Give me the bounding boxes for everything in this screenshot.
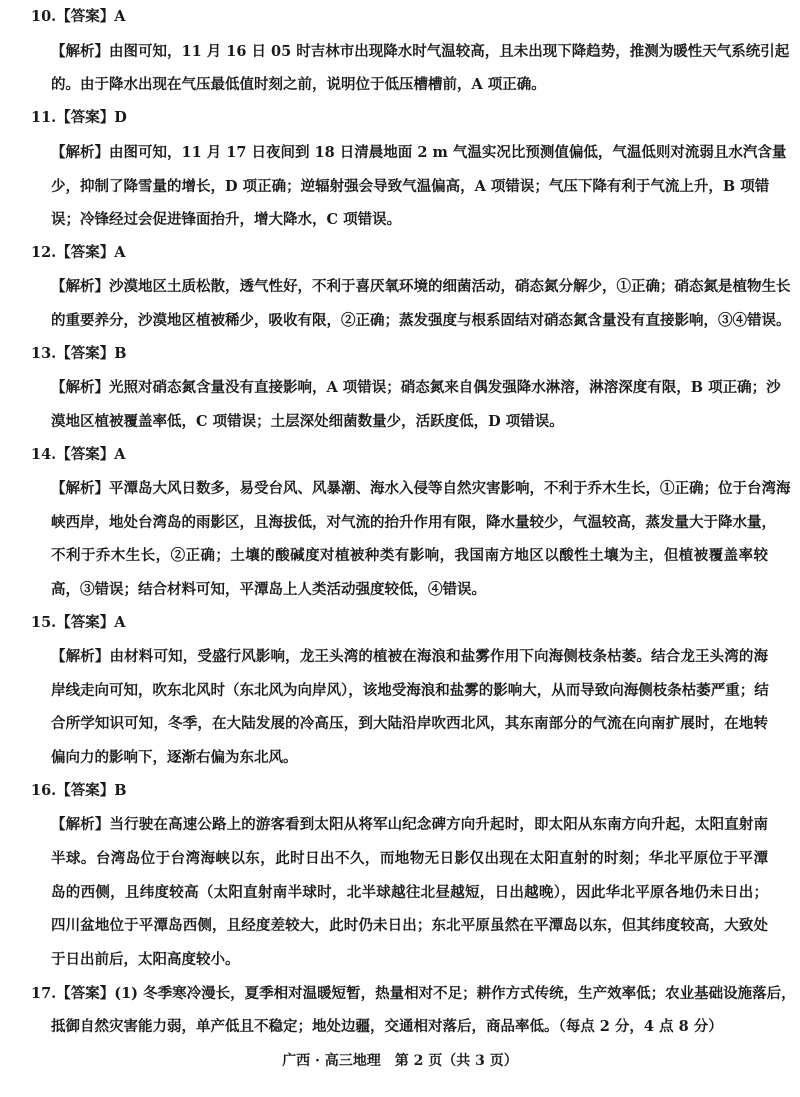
explanation-line: 【解析】平潭岛大风日数多，易受台风、风暴潮、海水入侵等自然灾害影响，不利于乔木生长，①正确；位于台湾海 bbox=[51, 480, 791, 497]
explanation-line: 【解析】由图可知，11 月 17 日夜间到 18 日清晨地面 2 m 气温实况比预测值偏低，气温低则对流弱且水汽含量 bbox=[51, 144, 787, 161]
explanation-line: 漠地区植被覆盖率低，C 项错误；土层深处细菌数量少，活跃度低，D 项错误。 bbox=[51, 413, 564, 430]
explanation-line: 【解析】由图可知，11 月 16 日 05 时吉林市出现降水时气温较高，且未出现下降趋势，推测为暖性天气系统引起 bbox=[51, 43, 790, 60]
explanation-line: 【解析】由材料可知，受盛行风影响，龙王头湾的植被在海浪和盐雾作用下向海侧枝条枯萎。结合龙王头湾的海 bbox=[51, 648, 768, 665]
explanation-line: 岸线走向可知，吹东北风时（东北风为向岸风），该地受海浪和盐雾的影响大，从而导致向海侧枝条枯萎严重；结 bbox=[51, 682, 769, 699]
answer-line: 16.【答案】B bbox=[31, 782, 127, 799]
answer-line: 13.【答案】B bbox=[31, 345, 127, 362]
explanation-line: 于日出前后，太阳高度较小。 bbox=[51, 951, 240, 968]
explanation-line: 偏向力的影响下，逐渐右偏为东北风。 bbox=[51, 749, 298, 766]
explanation-line: 【解析】当行驶在高速公路上的游客看到太阳从将军山纪念碑方向升起时，即太阳从东南方向升起，太阳直射南 bbox=[51, 816, 768, 833]
explanation-line: 岛的西侧，且纬度较高（太阳直射南半球时，北半球越往北昼越短，日出越晚），因此华北平原各地仍未日出； bbox=[51, 884, 768, 901]
explanation-line: 峡西岸，地处台湾岛的雨影区，且海拔低，对气流的抬升作用有限，降水量较少，气温较高，蒸发量大于降水量， bbox=[51, 514, 776, 531]
answer-line: 11.【答案】D bbox=[31, 109, 127, 126]
explanation-line: 高，③错误；结合材料可知，平潭岛上人类活动强度较低，④错误。 bbox=[51, 581, 486, 598]
answer-line: 17.【答案】(1) 冬季寒冷漫长，夏季相对温暖短暂，热量相对不足；耕作方式传统，生产效率低；农业基础设施落后， bbox=[31, 985, 796, 1002]
answer-line: 10.【答案】A bbox=[31, 8, 126, 25]
explanation-line: 少，抑制了降雪量的增长，D 项正确；逆辐射强会导致气温偏高，A 项错误；气压下降有利于气流上升，B 项错 bbox=[51, 178, 770, 195]
explanation-line: 抵御自然灾害能力弱，单产低且不稳定；地处边疆，交通相对落后，商品率低。（每点 2 分，4 点 8 分） bbox=[51, 1018, 723, 1035]
explanation-line: 【解析】光照对硝态氮含量没有直接影响，A 项错误；硝态氮来自偶发强降水淋溶，淋溶深度有限，B 项正确；沙 bbox=[51, 379, 781, 396]
answer-line: 12.【答案】A bbox=[31, 244, 126, 261]
explanation-line: 误；冷锋经过会促进锋面抬升，增大降水，C 项错误。 bbox=[51, 211, 402, 228]
explanation-line: 的。由于降水出现在气压最低值时刻之前，说明位于低压槽槽前，A 项正确。 bbox=[51, 76, 546, 93]
explanation-line: 不利于乔木生长，②正确；土壤的酸碱度对植被种类有影响，我国南方地区以酸性土壤为主，但植被覆盖率较 bbox=[51, 547, 768, 564]
explanation-line: 【解析】沙漠地区土质松散，透气性好，不利于喜厌氧环境的细菌活动，硝态氮分解少，①正确；硝态氮是植物生长 bbox=[51, 278, 791, 295]
explanation-line: 半球。台湾岛位于台湾海峡以东，此时日出不久，而地物无日影仅出现在太阳直射的时刻；华北平原位于平潭 bbox=[51, 850, 768, 867]
explanation-line: 合所学知识可知，冬季，在大陆发展的冷高压，到大陆沿岸吹西北风，其东南部分的气流在向南扩展时，在地转 bbox=[51, 715, 768, 732]
answer-line: 15.【答案】A bbox=[31, 614, 126, 631]
page-footer: 广西 · 高三地理 第 2 页（共 3 页） bbox=[282, 1053, 518, 1069]
explanation-line: 四川盆地位于平潭岛西侧，且经度差较大，此时仍未日出；东北平原虽然在平潭岛以东，但其纬度较高，大致处 bbox=[51, 917, 768, 934]
explanation-line: 的重要养分，沙漠地区植被稀少，吸收有限，②正确；蒸发强度与根系固结对硝态氮含量没有直接影响，③④错误。 bbox=[51, 312, 791, 329]
answer-line: 14.【答案】A bbox=[31, 446, 126, 463]
